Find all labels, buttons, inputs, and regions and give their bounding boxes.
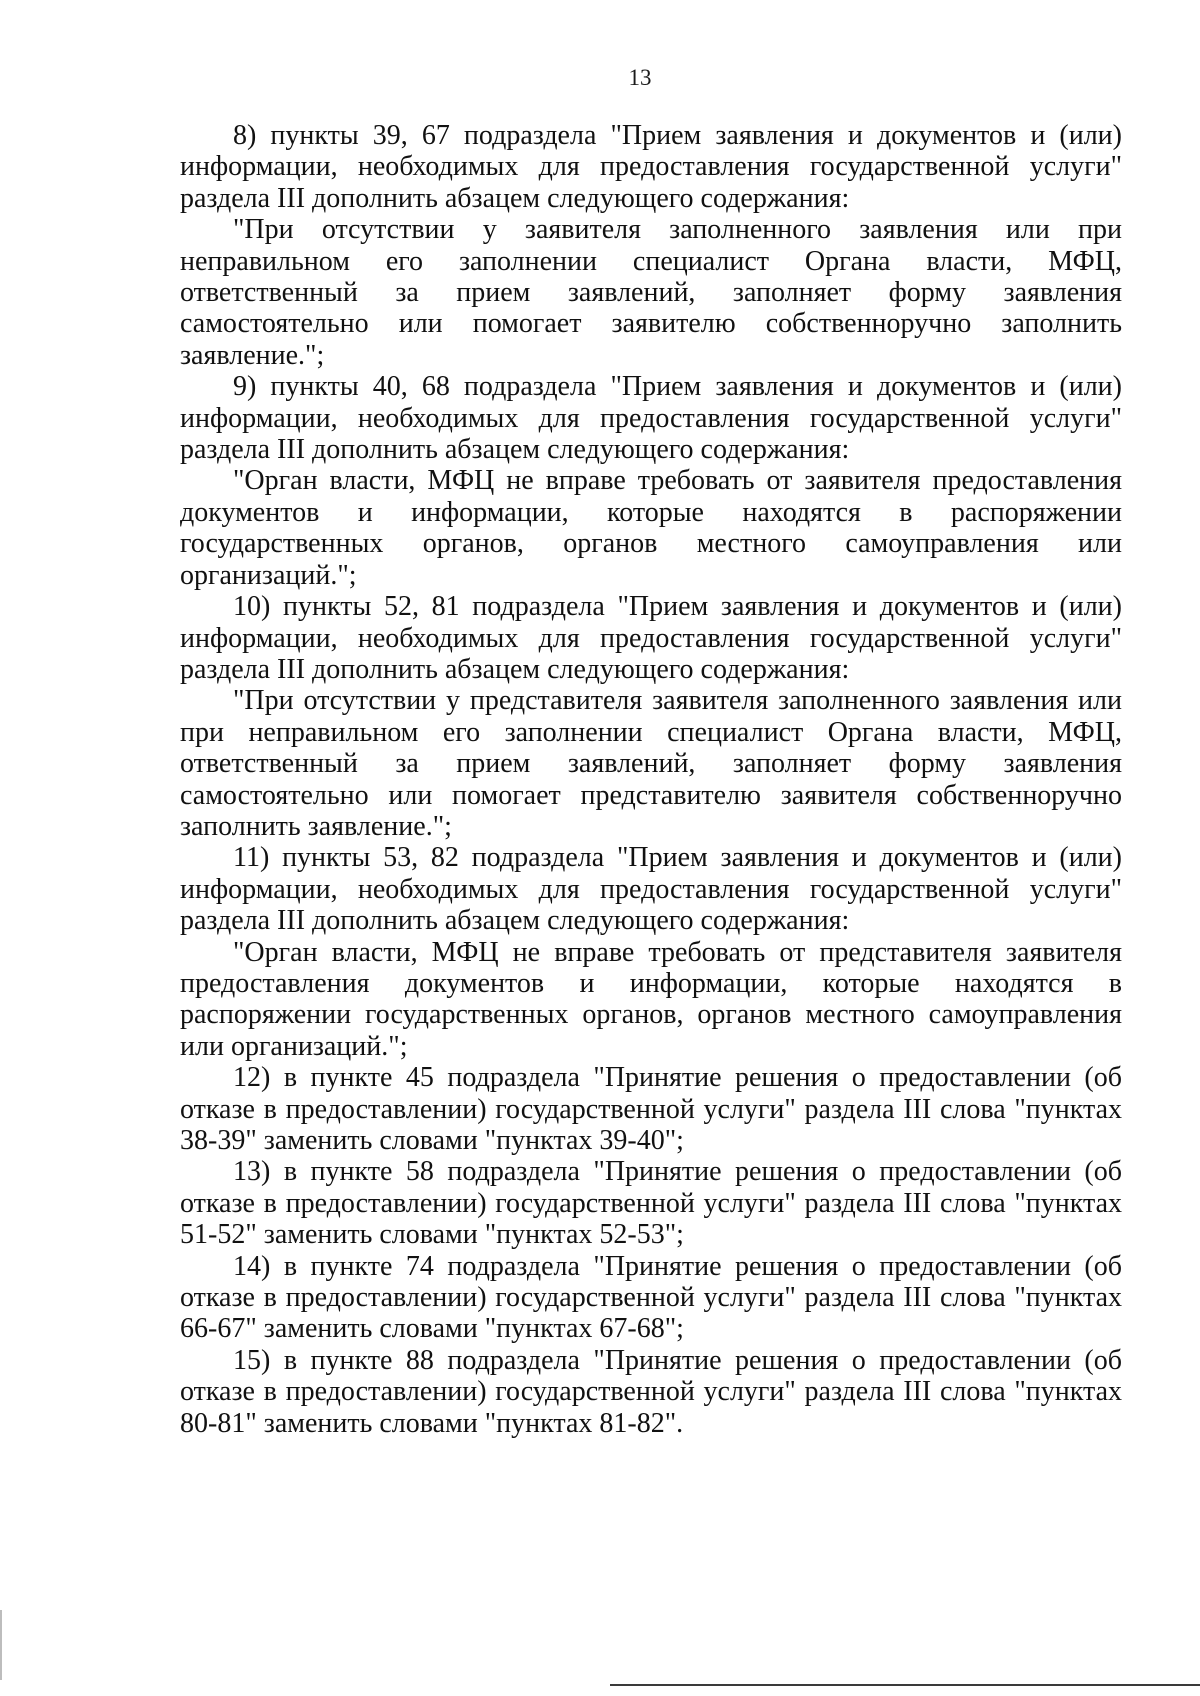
paragraph-item-15: 15) в пункте 88 подраздела "Принятие решения о предоставлении (об отказе в предоставлении) государственной услуги" раздела III слова "пунктах 80-81" заменить словами "пунктах 81-82". <box>180 1344 1122 1439</box>
paragraph-quote-11: "Орган власти, МФЦ не вправе требовать от представителя заявителя предоставления документов и информации, которые находятся в распоряжении государственных органов, органов местного самоуправления или организаций."; <box>180 936 1122 1062</box>
paragraph-quote-8: "При отсутствии у заявителя заполненного заявления или при неправильном его заполнении специалист Органа власти, МФЦ, ответственный за прием заявлений, заполняет форму заявления самостоятельно или помогает заявителю собственноручно заполнить заявление."; <box>180 214 1122 371</box>
paragraph-quote-10: "При отсутствии у представителя заявителя заполненного заявления или при неправильном его заполнении специалист Органа власти, МФЦ, ответственный за прием заявлений, заполняет форму заявления самостоятельно или помогает представителю заявителя собственноручно заполнить заявление."; <box>180 685 1122 842</box>
document-body <box>180 120 1122 1439</box>
paragraph-item-11: 11) пункты 53, 82 подраздела "Прием заявления и документов и (или) информации, необходимых для предоставления государственной услуги" раздела III дополнить абзацем следующего содержания: <box>180 842 1122 937</box>
paragraph-item-10: 10) пункты 52, 81 подраздела "Прием заявления и документов и (или) информации, необходимых для предоставления государственной услуги" раздела III дополнить абзацем следующего содержания: <box>180 591 1122 685</box>
scan-edge-left <box>0 1610 2 1680</box>
paragraph-item-9: 9) пункты 40, 68 подраздела "Прием заявления и документов и (или) информации, необходимых для предоставления государственной услуги" раздела III дополнить абзацем следующего содержания: <box>180 371 1122 466</box>
paragraph-item-14: 14) в пункте 74 подраздела "Принятие решения о предоставлении (об отказе в предоставлении) государственной услуги" раздела III слова "пунктах 66-67" заменить словами "пунктах 67-68"; <box>180 1250 1122 1345</box>
paragraph-item-12: 12) в пункте 45 подраздела "Принятие решения о предоставлении (об отказе в предоставлении) государственной услуги" раздела III слова "пунктах 38-39" заменить словами "пунктах 39-40"; <box>180 1062 1122 1156</box>
paragraph-quote-9: "Орган власти, МФЦ не вправе требовать от заявителя предоставления документов и информации, которые находятся в распоряжении государственных органов, органов местного самоуправления или организаций."; <box>180 465 1122 591</box>
paragraph-item-8: 8) пункты 39, 67 подраздела "Прием заявления и документов и (или) информации, необходимых для предоставления государственной услуги" раздела III дополнить абзацем следующего содержания: <box>180 120 1122 214</box>
paragraph-item-13: 13) в пункте 58 подраздела "Принятие решения о предоставлении (об отказе в предоставлении) государственной услуги" раздела III слова "пунктах 51-52" заменить словами "пунктах 52-53"; <box>180 1156 1122 1251</box>
scan-edge-bottom <box>610 1684 1200 1686</box>
page-number: 13 <box>628 65 652 90</box>
